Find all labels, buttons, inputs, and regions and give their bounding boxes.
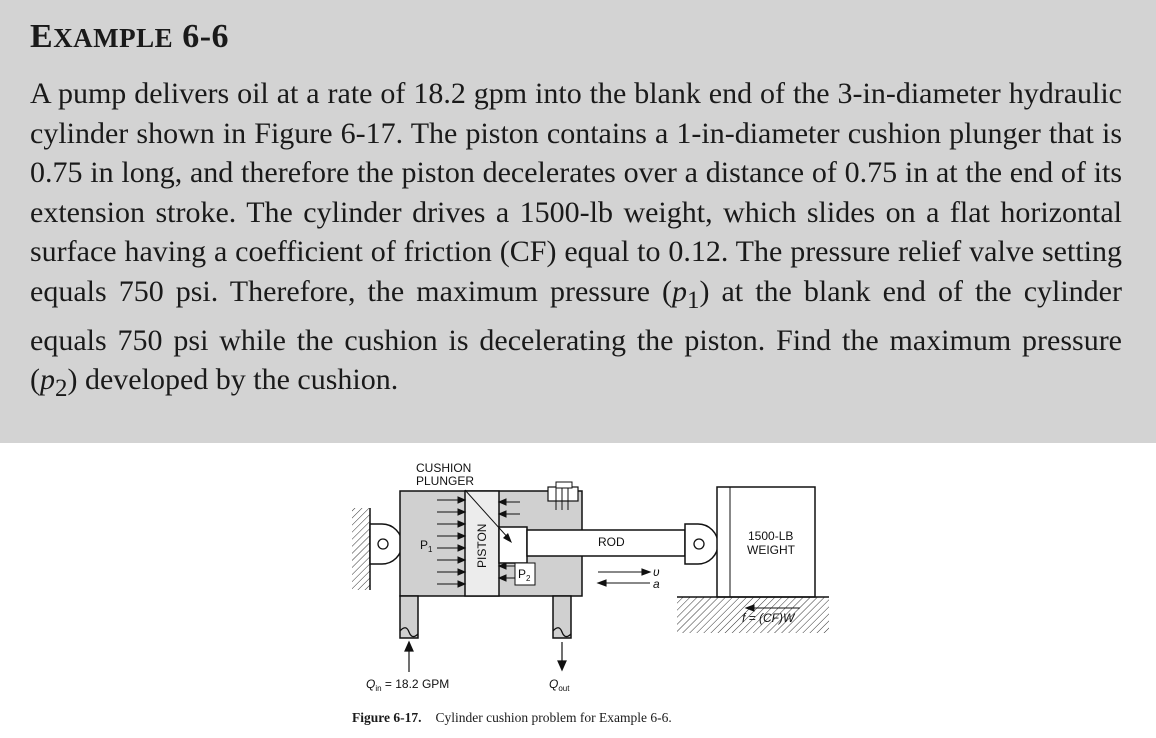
- left-pin: [378, 539, 388, 549]
- example-body-part-1: A pump delivers oil at a rate of 18.2 gpm into the blank end of the 3-in-diameter hydraulic cylinder shown in Figure 6-17. The piston contains a 1-in-diameter cushion plunger that is 0.75 in long, and therefore the piston decelerates over a distance of 0.75 in at the end of its extension stroke. The cylinder drives a 1500-lb weight, which slides on a flat horizontal surface having a coefficient of friction (CF) equal to 0.12. The pressure relief valve setting equals 750 psi. Therefore, the maximum pressure (: [30, 77, 1122, 308]
- velocity-arrow: [598, 569, 650, 575]
- weight-label-line-1: 1500-LB: [748, 529, 794, 543]
- figure-6-17: [0, 443, 1156, 738]
- example-label-rest: XAMPLE: [53, 23, 174, 53]
- wall-hatch: [352, 508, 370, 590]
- right-pin: [694, 539, 704, 549]
- p2-label: $P_2$: [518, 567, 531, 583]
- qin-label: $Q_{in} = 18.2$ GPM: [366, 677, 450, 693]
- example-label-first: E: [30, 18, 54, 55]
- qout-label: $Q_{out}$: [549, 677, 570, 693]
- p1-variable: p: [671, 274, 687, 308]
- acceleration-label: a: [653, 577, 660, 591]
- example-title: [30, 18, 229, 56]
- example-body-part-3: ) developed by the cushion.: [67, 363, 399, 397]
- example-body: [30, 74, 1122, 409]
- p1-subscript: 1: [686, 286, 700, 314]
- friction-label: f = (CF)W: [742, 611, 795, 625]
- inlet-arrow: [405, 642, 413, 672]
- velocity-label: υ: [653, 565, 660, 579]
- figure-caption-number: Figure 6-17.: [352, 710, 422, 725]
- example-body-part-2: ) at the blank end of the cylinder equals 750 psi while the cushion is decelerating the piston. Find the maximum pressure (: [30, 274, 1122, 397]
- weight-label-line-2: WEIGHT: [747, 543, 795, 557]
- cushion-valve: [548, 487, 578, 501]
- piston-label: PISTON: [475, 523, 489, 568]
- cushion-valve-cap: [556, 482, 572, 488]
- p2-subscript: 2: [55, 375, 68, 403]
- outlet-arrow: [558, 642, 566, 670]
- acceleration-arrow: [598, 580, 650, 586]
- figure-caption: [352, 710, 672, 726]
- rod-label: ROD: [598, 535, 625, 549]
- figure-caption-text: Cylinder cushion problem for Example 6-6.: [435, 710, 672, 725]
- p2-variable: p: [40, 363, 55, 397]
- example-number: 6-6: [182, 18, 230, 55]
- cushion-label-line-2: PLUNGER: [416, 474, 475, 488]
- cylinder-diagram: [0, 443, 1156, 738]
- cushion-label-line-1: CUSHION: [416, 461, 472, 475]
- p1-label: $P_1$: [420, 538, 433, 554]
